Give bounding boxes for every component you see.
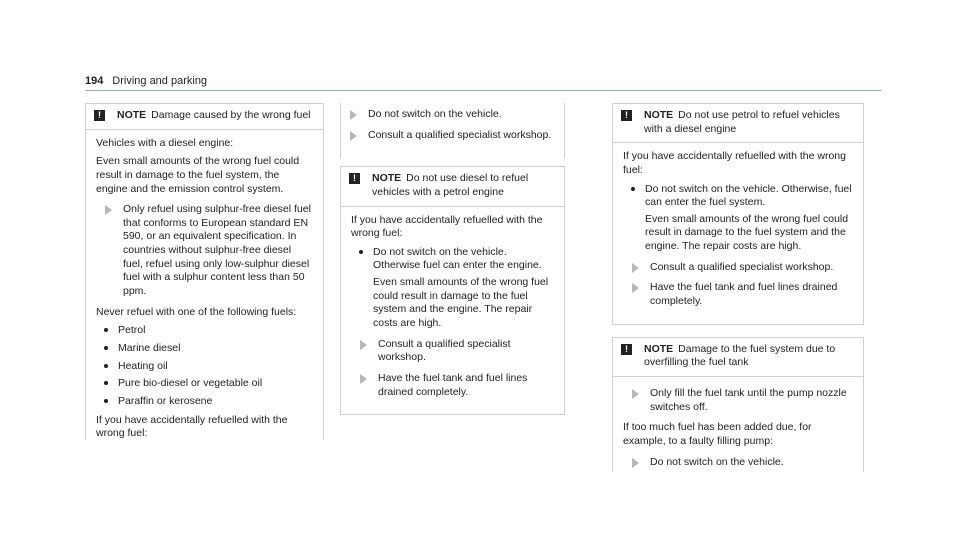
paragraph: Vehicles with a diesel engine: <box>96 136 234 149</box>
paragraph: Even small amounts of the wrong fuel could result in damage to the fuel system, the engine and the emission control system. <box>96 155 300 195</box>
step-item <box>623 281 853 308</box>
step-item <box>623 261 853 275</box>
note-title: Damage caused by the wrong fuel <box>151 109 311 121</box>
step-item <box>341 108 564 122</box>
note-label: NOTE <box>372 172 402 185</box>
step-arrow-icon <box>632 389 639 399</box>
continued-steps <box>340 103 565 158</box>
notice-header <box>613 337 863 377</box>
fuel-list <box>96 324 313 408</box>
step-text: Do not switch on the vehicle. <box>650 455 784 468</box>
step-item <box>623 456 853 470</box>
step-arrow-icon <box>360 340 367 350</box>
note-label: NOTE <box>644 342 674 355</box>
step-arrow-icon <box>105 205 112 215</box>
notice-header <box>341 166 564 206</box>
note-label: NOTE <box>117 109 147 121</box>
step-item <box>341 129 564 143</box>
step-text: Do not switch on the vehicle. <box>368 108 502 120</box>
warning-icon: ! <box>621 344 632 355</box>
paragraph: If too much fuel has been added due, for example, to a faulty filling pump: <box>623 421 812 447</box>
notice-header <box>86 103 323 130</box>
list-item: Marine diesel <box>96 342 313 356</box>
notice-body <box>86 130 323 454</box>
step-item <box>623 387 853 414</box>
step-text: Consult a qualified specialist workshop. <box>378 337 511 364</box>
warning-icon: ! <box>621 110 632 121</box>
sub-paragraph: Even small amounts of the wrong fuel could result in damage to the fuel system and the engine. The repair costs are high. <box>645 212 849 253</box>
step-arrow-icon <box>360 374 367 384</box>
notice-body <box>341 207 564 415</box>
page-section-title: Driving and parking <box>112 75 208 87</box>
step-text: Have the fuel tank and fuel lines drained completely. <box>378 371 528 398</box>
step-arrow-icon <box>632 458 639 468</box>
notice-wrong-fuel <box>85 103 324 440</box>
bullet-list <box>351 246 554 331</box>
note-title: Do not use diesel to refuel vehicles with a petrol engine <box>372 172 529 198</box>
paragraph: Never refuel with one of the following fuels: <box>96 305 297 318</box>
list-item: Petrol <box>96 324 313 338</box>
warning-icon: ! <box>349 173 360 184</box>
column-2 <box>340 103 565 415</box>
column-3 <box>612 103 864 472</box>
warning-icon: ! <box>94 110 105 121</box>
step-item <box>351 372 554 399</box>
paragraph: If you have accidentally refuelled with the wrong fuel: <box>351 213 543 240</box>
list-item: Heating oil <box>96 360 313 374</box>
list-item: Paraffin or kerosene <box>96 395 313 409</box>
list-item <box>351 246 554 331</box>
step-arrow-icon <box>632 263 639 273</box>
step-text: Consult a qualified specialist workshop. <box>368 128 552 141</box>
paragraph: If you have accidentally refuelled with the wrong fuel: <box>623 150 846 176</box>
step-text: Consult a qualified specialist workshop. <box>650 260 834 273</box>
step-item <box>351 338 554 365</box>
note-title: Do not use petrol to refuel vehicles with a diesel engine <box>644 109 840 135</box>
bullet-list <box>623 183 853 254</box>
list-item-text: Do not switch on the vehicle. Otherwise fuel can enter the engine. <box>373 245 542 272</box>
step-arrow-icon <box>350 110 357 120</box>
notice-petrol-diesel-engine <box>612 103 864 325</box>
list-item-text: Do not switch on the vehicle. Otherwise, fuel can enter the fuel system. <box>645 182 852 209</box>
note-label: NOTE <box>644 109 674 121</box>
notice-body <box>613 143 863 323</box>
notice-diesel-petrol-engine <box>340 166 565 415</box>
list-item <box>623 183 853 254</box>
notice-header <box>613 103 863 143</box>
page-header <box>85 74 881 91</box>
list-item: Pure bio-diesel or vegetable oil <box>96 377 313 391</box>
step-text: Have the fuel tank and fuel lines drained completely. <box>650 281 838 308</box>
step-text: Only refuel using sulphur-free diesel fuel that conforms to European standard EN 590, or an equivalent specification. In countries without sulphur-free diesel fuel, refuel using only low-sulphur diesel fuel with a sulphur content less than 50 ppm. <box>123 203 311 298</box>
notice-overfilling <box>612 337 864 472</box>
step-arrow-icon <box>350 131 357 141</box>
note-title: Damage to the fuel system due to overfilling the fuel tank <box>644 342 836 369</box>
step-text: Only fill the fuel tank until the pump nozzle switches off. <box>650 386 847 413</box>
page-number: 194 <box>85 75 104 87</box>
notice-body <box>613 377 863 484</box>
paragraph: If you have accidentally refuelled with the wrong fuel: <box>96 413 288 440</box>
step-item <box>96 203 313 298</box>
sub-paragraph: Even small amounts of the wrong fuel could result in damage to the fuel system and the engine. The repair costs are high. <box>373 276 549 330</box>
step-arrow-icon <box>632 283 639 293</box>
